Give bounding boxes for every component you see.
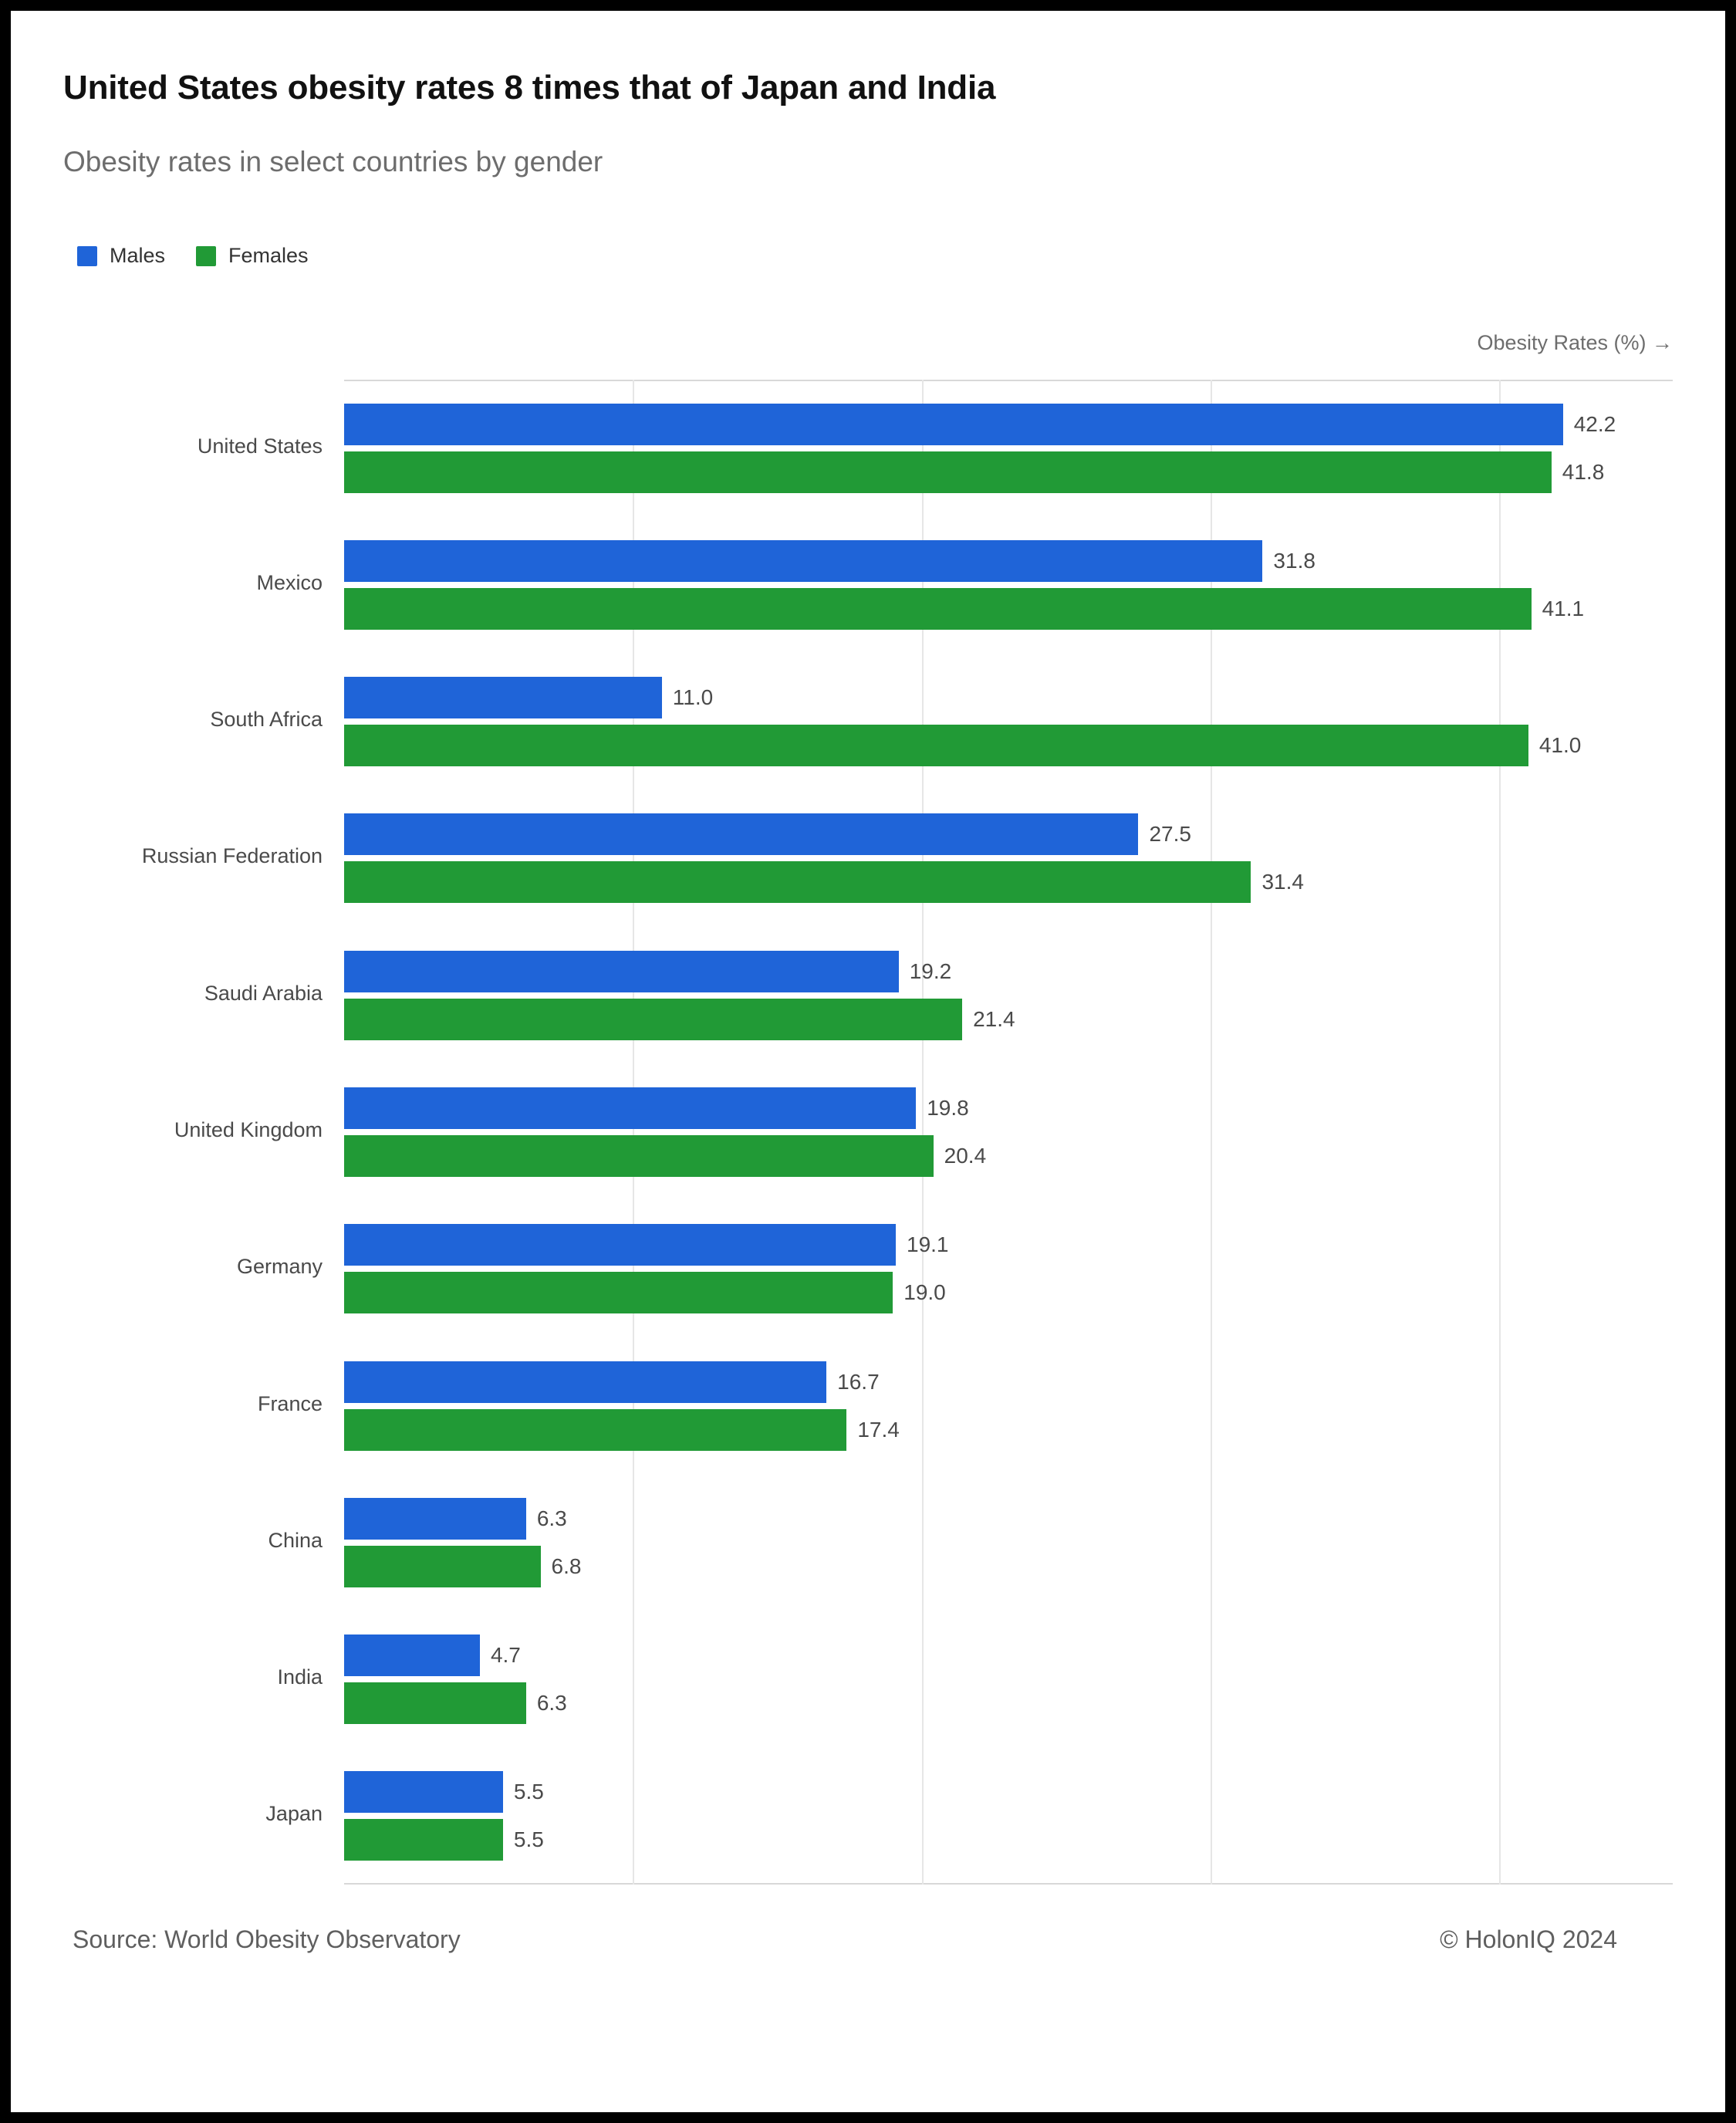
bar-value-label: 27.5 (1149, 822, 1191, 847)
bar-group (204, 927, 1673, 1063)
bar-group (257, 1337, 1673, 1474)
category-label: Russian Federation (141, 844, 323, 868)
category-label: South Africa (210, 708, 323, 732)
bar-males[interactable] (344, 951, 899, 992)
bar-females[interactable] (344, 1682, 526, 1724)
bar-row (344, 1087, 1673, 1129)
bar-row (344, 1498, 1673, 1540)
category-label: Japan (265, 1802, 323, 1826)
bar-females[interactable] (344, 1272, 893, 1313)
bar-females[interactable] (344, 588, 1532, 630)
bar-group (265, 1748, 1673, 1885)
bar-row (344, 1409, 1673, 1451)
bar-females[interactable] (344, 861, 1251, 903)
bar-row (344, 677, 1673, 718)
bar-value-label: 19.0 (903, 1280, 946, 1305)
bar-value-label: 31.4 (1261, 870, 1304, 894)
bar-value-label: 21.4 (973, 1006, 1015, 1031)
bar-females[interactable] (344, 1819, 503, 1861)
bar-group (268, 1474, 1673, 1611)
bar-group (256, 516, 1673, 653)
bar-row (344, 1272, 1673, 1313)
bar-females[interactable] (344, 1409, 846, 1451)
bar-value-label: 6.3 (536, 1691, 567, 1716)
chart-inner (11, 11, 1725, 2112)
bar-group (210, 654, 1673, 790)
legend-label-females: Females (228, 244, 309, 267)
bar-row (344, 540, 1673, 582)
bar-males[interactable] (344, 1635, 480, 1676)
category-label: Saudi Arabia (204, 981, 323, 1005)
bar-value-label: 16.7 (837, 1369, 880, 1394)
bar-row (344, 1682, 1673, 1724)
plot-area (141, 380, 1673, 1885)
category-label: Mexico (256, 570, 323, 594)
chart-card (11, 11, 1725, 2112)
bar-value-label: 17.4 (857, 1417, 900, 1442)
page-title: United States obesity rates 8 times that of Japan and India (63, 69, 996, 106)
bar-row (344, 1224, 1673, 1266)
bar-group (141, 790, 1673, 927)
bar-females[interactable] (344, 725, 1528, 766)
legend (77, 244, 309, 268)
bar-row (344, 1135, 1673, 1177)
bar-males[interactable] (344, 404, 1563, 445)
bar-males[interactable] (344, 1224, 896, 1266)
bar-row (344, 999, 1673, 1040)
legend-swatch-females (196, 246, 216, 266)
bar-value-label: 19.1 (907, 1232, 949, 1257)
bar-group (236, 1201, 1673, 1337)
legend-swatch-males (77, 246, 97, 266)
bar-row (344, 813, 1673, 855)
bar-value-label: 11.0 (672, 685, 714, 710)
bar-group (277, 1611, 1673, 1747)
bar-row (344, 404, 1673, 445)
bar-row (344, 1819, 1673, 1861)
bar-males[interactable] (344, 813, 1138, 855)
bar-value-label: 5.5 (513, 1827, 544, 1852)
category-label: United Kingdom (174, 1117, 323, 1141)
source-note: Source: World Obesity Observatory (73, 1925, 461, 1953)
bar-group (174, 1063, 1673, 1200)
bar-value-label: 5.5 (513, 1780, 544, 1804)
bar-males[interactable] (344, 1087, 916, 1129)
bar-value-label: 42.2 (1573, 411, 1616, 436)
bar-females[interactable] (344, 451, 1552, 493)
bar-value-label: 31.8 (1273, 548, 1316, 573)
bar-value-label: 20.4 (944, 1143, 987, 1168)
copyright-note: © HolonIQ 2024 (1440, 1925, 1617, 1953)
bar-row (344, 1635, 1673, 1676)
bar-females[interactable] (344, 1546, 541, 1587)
bar-row (344, 451, 1673, 493)
x-axis-caption: Obesity Rates (%) → (1477, 331, 1673, 354)
bar-value-label: 19.8 (927, 1095, 969, 1120)
bar-value-label: 19.2 (909, 958, 952, 983)
chart-subtitle: Obesity rates in select countries by gender (63, 146, 603, 177)
legend-item-females (196, 244, 309, 268)
bar-value-label: 6.3 (536, 1506, 567, 1530)
bar-males[interactable] (344, 1361, 826, 1403)
bar-males[interactable] (344, 1771, 503, 1813)
bar-row (344, 1546, 1673, 1587)
bar-males[interactable] (344, 677, 662, 718)
category-label: China (268, 1528, 323, 1552)
bar-value-label: 4.7 (490, 1643, 521, 1668)
bar-males[interactable] (344, 540, 1262, 582)
bar-value-label: 41.0 (1538, 733, 1582, 758)
bar-value-label: 41.8 (1562, 459, 1605, 484)
category-label: United States (197, 434, 323, 458)
bar-row (344, 861, 1673, 903)
bar-females[interactable] (344, 999, 962, 1040)
bar-row (344, 725, 1673, 766)
bar-value-label: 6.8 (551, 1553, 582, 1578)
bar-value-label: 41.1 (1542, 596, 1585, 620)
category-label: India (277, 1665, 323, 1689)
bar-row (344, 1771, 1673, 1813)
legend-label-males: Males (110, 244, 166, 267)
bar-row (344, 1361, 1673, 1403)
bar-males[interactable] (344, 1498, 526, 1540)
bar-row (344, 951, 1673, 992)
bar-row (344, 588, 1673, 630)
bar-females[interactable] (344, 1135, 934, 1177)
category-label: France (257, 1391, 323, 1415)
legend-item-males (77, 244, 165, 268)
bar-group (197, 380, 1673, 516)
category-label: Germany (236, 1255, 323, 1279)
